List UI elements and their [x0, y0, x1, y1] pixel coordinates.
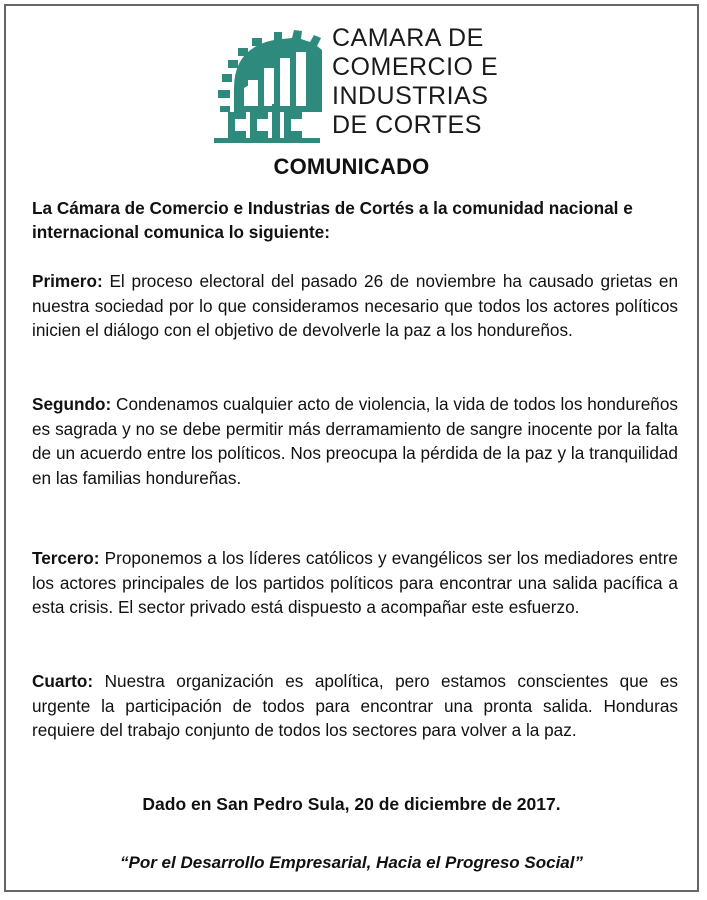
ccic-logo	[214, 20, 504, 140]
paragraph-cuarto	[32, 669, 678, 743]
paragraph-label: Segundo:	[32, 394, 112, 414]
motto: “Por el Desarrollo Empresarial, Hacia el Progreso Social”	[120, 853, 583, 872]
document-title: COMUNICADO	[273, 154, 430, 179]
logo-line-1: CAMARA DE	[332, 24, 484, 52]
logo-line-2: COMERCIO E	[332, 53, 499, 81]
paragraph-text: Nuestra organización es apolítica, pero estamos conscientes que es urgente la participación de todos para encontrar una pronta salida. Honduras requiere del trabajo conjunto de todos los sectores para volver a la paz.	[32, 671, 678, 740]
paragraph-text: Proponemos a los líderes católicos y evangélicos ser los mediadores entre los actores principales de los partidos políticos para encontrar una salida pacífica a esta crisis. El sector privado está dispuesto a acompañar este esfuerzo.	[32, 548, 678, 617]
logo-line-3: INDUSTRIAS	[332, 82, 489, 110]
paragraph-text: El proceso electoral del pasado 26 de noviembre ha causado grietas en nuestra sociedad por lo que consideramos necesario que todos los actores políticos inicien el diálogo con el objetivo de devolverle la paz a los hondureños.	[32, 271, 678, 340]
paragraph-label: Cuarto:	[32, 671, 94, 691]
date-line: Dado en San Pedro Sula, 20 de diciembre de 2017.	[142, 794, 561, 814]
paragraph-label: Tercero:	[32, 548, 100, 568]
communique-frame	[4, 4, 699, 892]
logo-line-4: DE CORTES	[332, 111, 482, 139]
logo-wordmark	[332, 24, 498, 140]
paragraph-text: Condenamos cualquier acto de violencia, la vida de todos los hondureños es sagrada y no se debe permitir más derramamiento de sangre inocente por la falta de un acuerdo entre los políticos. Nos preocupa la pérdida de la paz y la tranquilidad en las familias hondureñas.	[32, 394, 678, 488]
intro-paragraph: La Cámara de Comercio e Industrias de Cortés a la comunidad nacional e internacional comunica lo siguiente:	[32, 198, 633, 242]
paragraph-segundo	[32, 392, 678, 490]
paragraph-tercero	[32, 546, 678, 620]
paragraph-primero	[32, 269, 678, 343]
ccic-gear-logo-icon	[214, 28, 324, 144]
paragraph-label: Primero:	[32, 271, 103, 291]
